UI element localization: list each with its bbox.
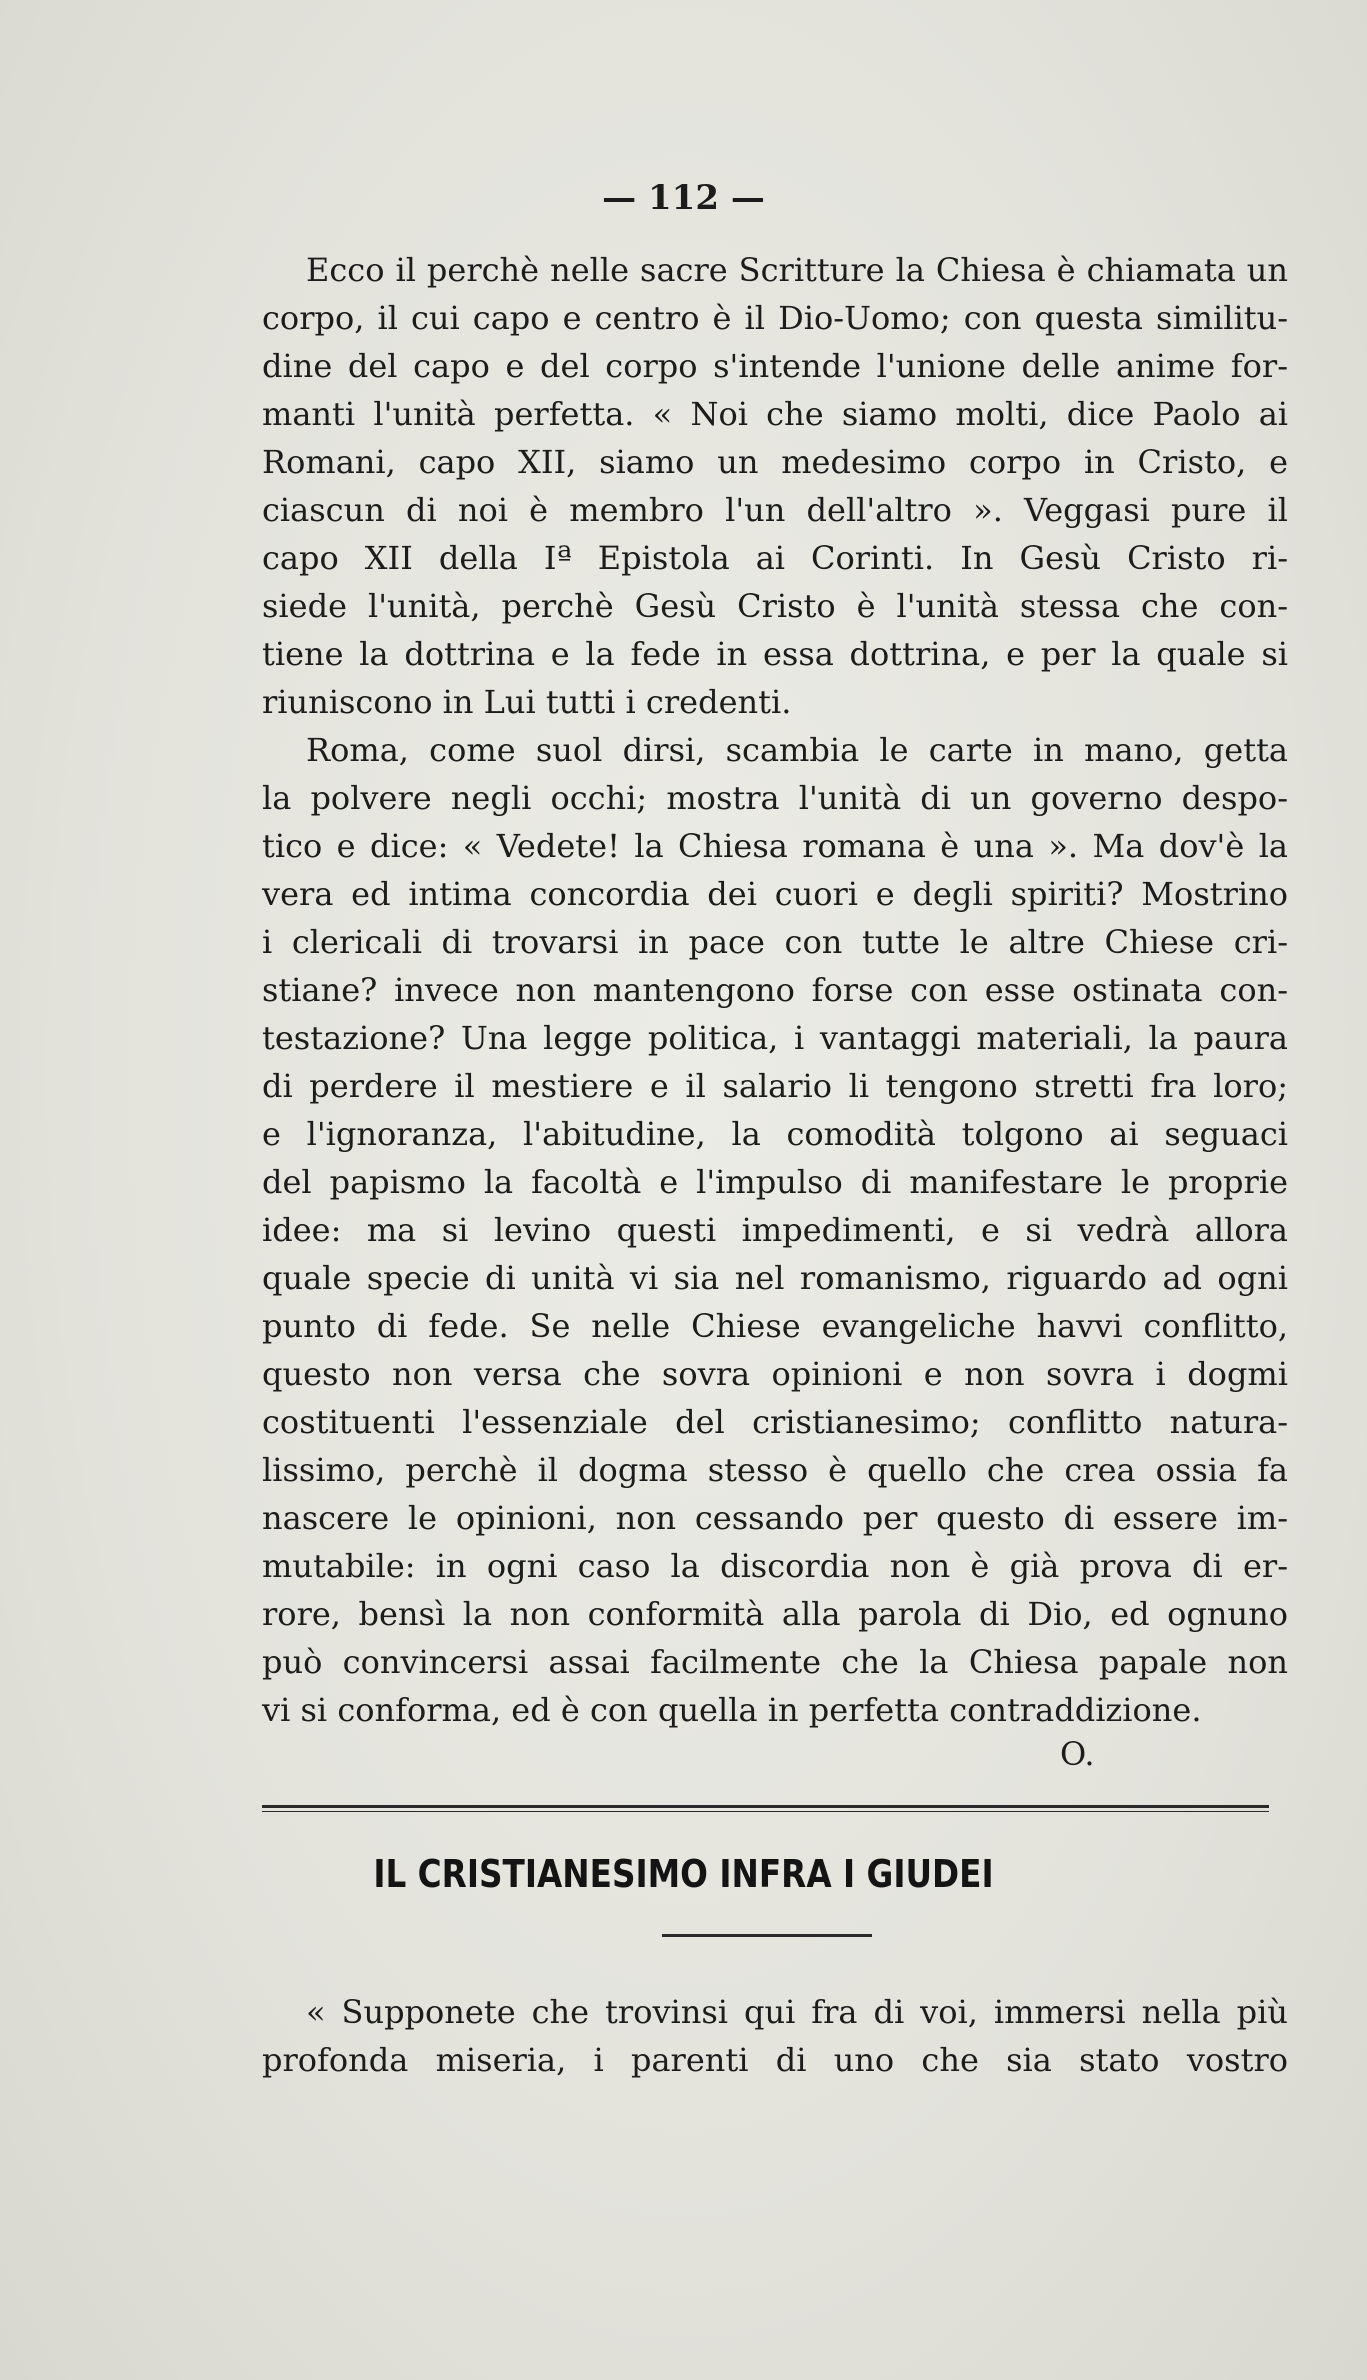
page-number: — 112 —	[602, 178, 765, 218]
article-body	[262, 246, 1288, 1736]
text-line: siede l'unità, perchè Gesù Cristo è l'unità stessa che con-	[262, 587, 1288, 625]
text-line: nascere le opinioni, non cessando per questo di essere im-	[262, 1499, 1288, 1537]
text-line: stiane? invece non mantengono forse con esse ostinata con-	[262, 971, 1288, 1009]
text-line: ciascun di noi è membro l'un dell'altro ». Veggasi pure il	[262, 491, 1288, 529]
text-line: idee: ma si levino questi impedimenti, e si vedrà allora	[262, 1211, 1288, 1249]
text-line: vera ed intima concordia dei cuori e degli spiriti? Mostrino	[262, 875, 1288, 913]
text-line: corpo, il cui capo e centro è il Dio-Uomo; con questa similitu-	[262, 299, 1288, 337]
text-line: Roma, come suol dirsi, scambia le carte in mano, getta	[306, 731, 1288, 769]
text-line: capo XII della Iª Epistola ai Corinti. In Gesù Cristo ri-	[262, 539, 1288, 577]
text-line: rore, bensì la non conformità alla parola di Dio, ed ognuno	[262, 1595, 1288, 1633]
text-line: del papismo la facoltà e l'impulso di manifestare le proprie	[262, 1163, 1288, 1201]
text-line: tico e dice: « Vedete! la Chiesa romana è una ». Ma dov'è la	[262, 827, 1288, 865]
author-signature: O.	[1060, 1735, 1095, 1773]
text-line: punto di fede. Se nelle Chiese evangeliche havvi conflitto,	[262, 1307, 1288, 1345]
text-line: Romani, capo XII, siamo un medesimo corpo in Cristo, e	[262, 443, 1288, 481]
heading-underline	[662, 1934, 872, 1937]
text-line: riuniscono in Lui tutti i credenti.	[262, 683, 792, 721]
text-line: può convincersi assai facilmente che la Chiesa papale non	[262, 1643, 1288, 1681]
text-line: questo non versa che sovra opinioni e non sovra i dogmi	[262, 1355, 1288, 1393]
text-line: tiene la dottrina e la fede in essa dottrina, e per la quale si	[262, 635, 1288, 673]
text-line: i clericali di trovarsi in pace con tutte le altre Chiese cri-	[262, 923, 1288, 961]
text-line: mutabile: in ogni caso la discordia non è già prova di er-	[262, 1547, 1288, 1585]
text-line: « Supponete che trovinsi qui fra di voi, immersi nella più	[306, 1993, 1288, 2031]
section-divider	[262, 1805, 1269, 1812]
text-line: dine del capo e del corpo s'intende l'unione delle anime for-	[262, 347, 1288, 385]
section-heading: IL CRISTIANESIMO INFRA I GIUDEI	[373, 1852, 994, 1896]
text-line: vi si conforma, ed è con quella in perfetta contraddizione.	[262, 1691, 1202, 1729]
text-line: manti l'unità perfetta. « Noi che siamo molti, dice Paolo ai	[262, 395, 1288, 433]
text-line: costituenti l'essenziale del cristianesimo; conflitto natura-	[262, 1403, 1288, 1441]
text-line: di perdere il mestiere e il salario li tengono stretti fra loro;	[262, 1067, 1288, 1105]
text-line: lissimo, perchè il dogma stesso è quello che crea ossia fa	[262, 1451, 1288, 1489]
text-line: Ecco il perchè nelle sacre Scritture la Chiesa è chiamata un	[306, 251, 1288, 289]
section-body	[262, 1988, 1288, 2088]
text-line: e l'ignoranza, l'abitudine, la comodità tolgono ai seguaci	[262, 1115, 1288, 1153]
text-line: testazione? Una legge politica, i vantaggi materiali, la paura	[262, 1019, 1288, 1057]
text-line: la polvere negli occhi; mostra l'unità di un governo despo-	[262, 779, 1288, 817]
text-line: profonda miseria, i parenti di uno che sia stato vostro	[262, 2041, 1288, 2079]
text-line: quale specie di unità vi sia nel romanismo, riguardo ad ogni	[262, 1259, 1288, 1297]
